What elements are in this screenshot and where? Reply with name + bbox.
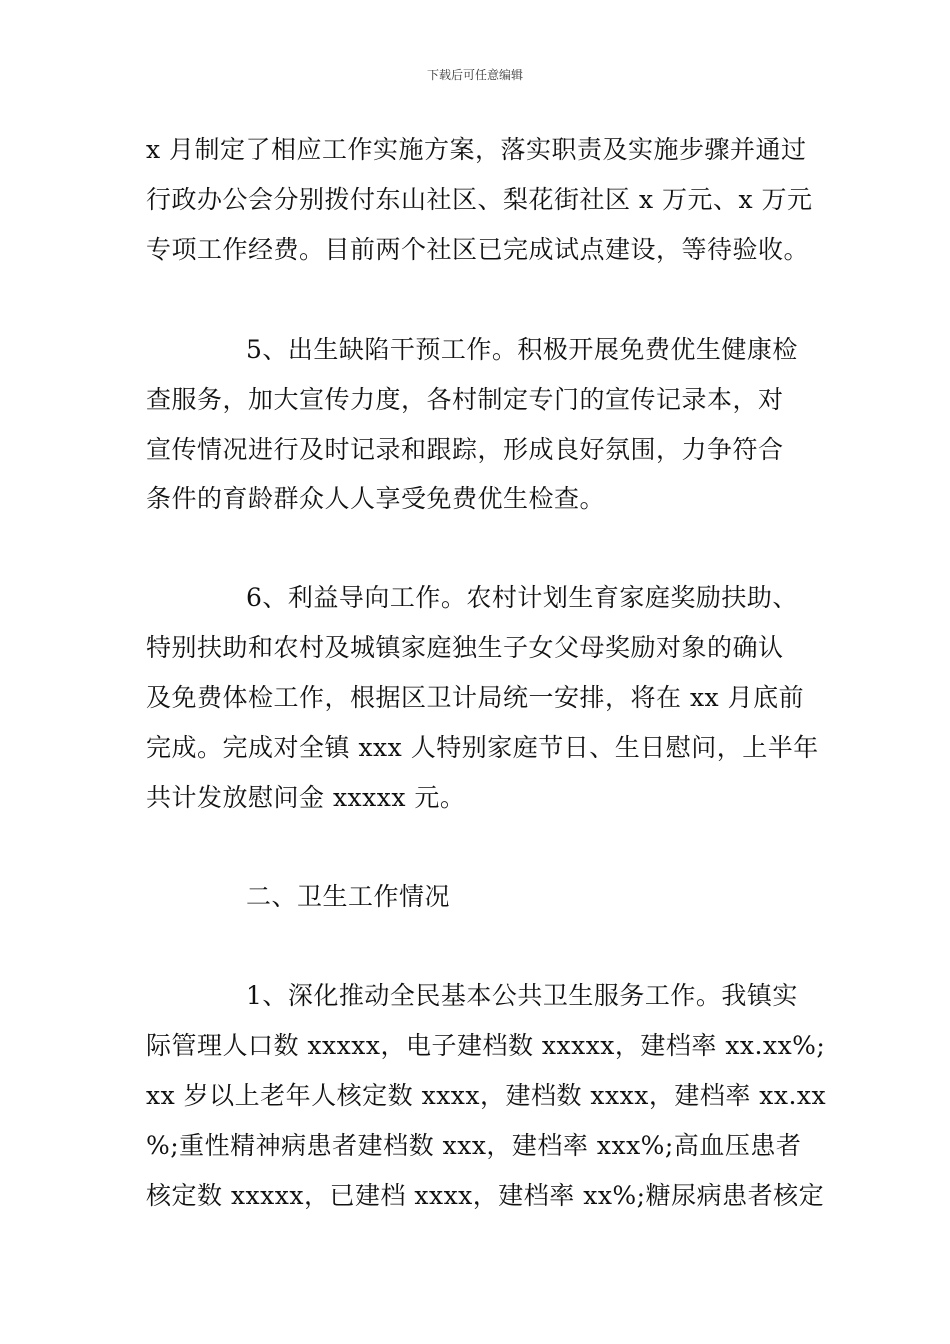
text-line: 及免费体检工作，根据区卫计局统一安排，将在 xx 月底前 <box>146 683 805 712</box>
text-line: 核定数 xxxxx，已建档 xxxx，建档率 xx%;糖尿病患者核定 <box>146 1181 825 1210</box>
text-line: 条件的育龄群众人人享受免费优生检查。 <box>146 484 606 513</box>
text-line: 5、出生缺陷干预工作。积极开展免费优生健康检 <box>246 335 798 364</box>
text-line: 专项工作经费。目前两个社区已完成试点建设，等待验收。 <box>146 235 810 264</box>
text-line: 完成。完成对全镇 xxx 人特别家庭节日、生日慰问，上半年 <box>146 733 819 762</box>
text-line: xx 岁以上老年人核定数 xxxx，建档数 xxxx，建档率 xx.xx <box>146 1081 827 1110</box>
text-line: 宣传情况进行及时记录和跟踪，形成良好氛围，力争符合 <box>146 435 784 464</box>
text-line: 1、深化推动全民基本公共卫生服务工作。我镇实 <box>246 981 798 1010</box>
page-header: 下载后可任意编辑 <box>426 68 523 82</box>
text-line: x 月制定了相应工作实施方案，落实职责及实施步骤并通过 <box>146 135 807 164</box>
text-line: 际管理人口数 xxxxx，电子建档数 xxxxx，建档率 xx.xx%; <box>146 1031 826 1060</box>
text-line: 特别扶助和农村及城镇家庭独生子女父母奖励对象的确认 <box>146 633 784 662</box>
text-line: 行政办公会分别拨付东山社区、梨花街社区 x 万元、x 万元 <box>146 185 813 214</box>
text-line: 6、利益导向工作。农村计划生育家庭奖励扶助、 <box>246 583 798 612</box>
section-heading: 二、卫生工作情况 <box>246 882 451 911</box>
text-line: 共计发放慰问金 xxxxx 元。 <box>146 783 466 812</box>
text-line: 查服务，加大宣传力度，各村制定专门的宣传记录本，对 <box>146 385 784 414</box>
text-line: %;重性精神病患者建档数 xxx，建档率 xxx%;高血压患者 <box>146 1131 802 1160</box>
